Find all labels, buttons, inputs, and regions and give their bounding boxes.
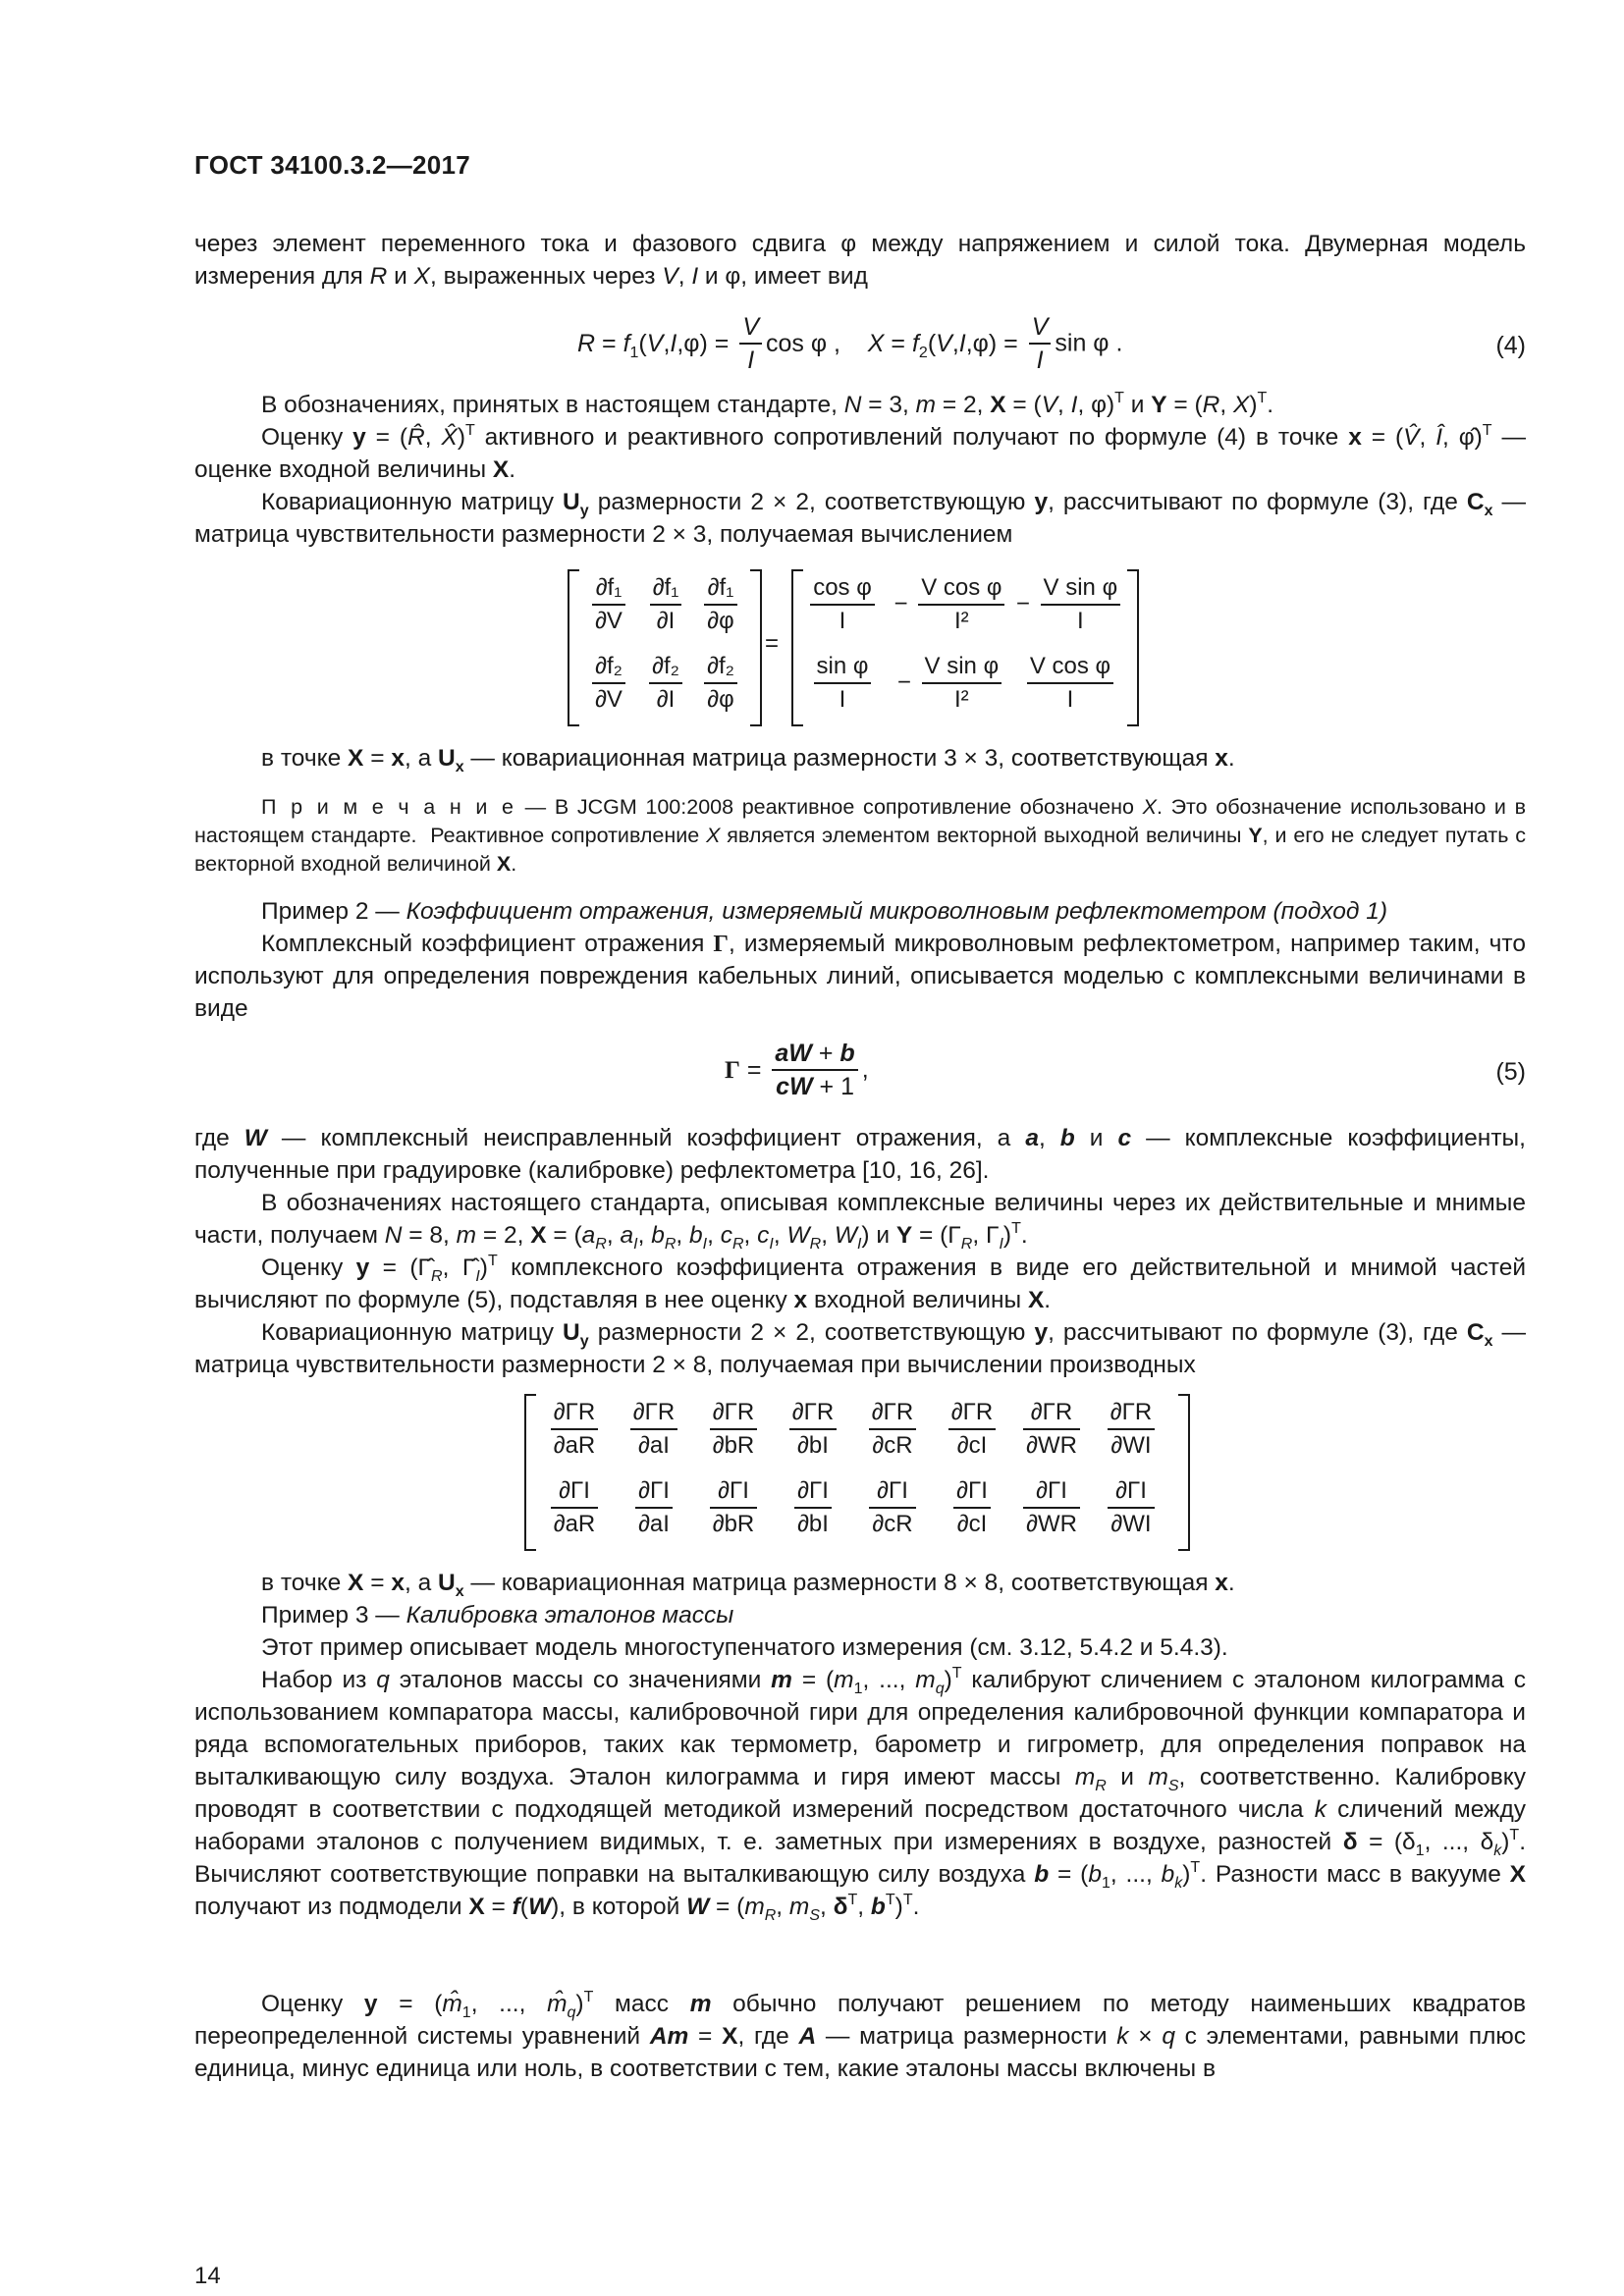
- matrix2-cell: $\frac{\partial\Gamma R}{\partial bR}$: [695, 1398, 772, 1461]
- matrix2-cell: $\frac{\partial\Gamma I}{\partial bI}$: [775, 1476, 851, 1539]
- sensitivity-matrix-1: $\frac{\text{∂f₁}}{\partial V}$ $\frac{\text{∂f₁}}{\partial I}$ $\frac{\text{∂f₁}}{\partial\varphi}$ $\frac{\text{∂f₂}}{\partial V}$ $\frac{\text{∂f₂}}{\partial I}$ $\frac{\text{∂f₂}}{\partial\varphi}$ = $\frac{\text{cos φ}}{I}$ − $\frac{\text{V cos φ}}{\text{I²}}$ − $\frac{\text{V sin φ}}{I}$ $\frac{\text{sin φ}}{I}$ − $\frac{\text{V sin φ}}{\text{I²}}$ $\frac{\text{V cos φ}}{I}$: [568, 569, 1353, 726]
- note-label: П р и м е ч а н и е: [261, 795, 517, 819]
- paragraph-where-w: где W — комплексный неисправленный коэффициент отражения, а a, b и c — комплексные коэффициенты, полученные при градуировке (калибровке) рефлектометра [10, 16, 26].: [194, 1125, 1526, 1184]
- equation-5: Γ = $\frac{aW + b}{cW + 1}$ , (5): [725, 1040, 1526, 1100]
- matrix2-cell: $\frac{\partial\Gamma I}{\partial cI}$: [934, 1476, 1010, 1539]
- paragraph-covariance-2: Ковариационную матрицу $U_y$ размерности 2 × 2, соответствующую y, рассчитывают по формуле (3), где $C_x$ — матрица чувствительности размерности 2 × 8, получаемая при вычислении производных: [194, 1319, 1527, 1378]
- paragraph-notation-2: В обозначениях настоящего стандарта, описывая комплексные величины через их действительные и мнимые части, получаем N = 8, m = 2, $X = (a_R$, $a_I$, $b_R$, $b_I$, $c_R$, $c_I$, $W_R$, $W_I$) и $Y = (\Gamma_R$, $\Gamma_I)^T$.: [194, 1190, 1526, 1253]
- paragraph-estimate-1: Оценку y = (R̂, X̂)$^T$ активного и реактивного сопротивлений получают по формуле (4) в точке x = (V̂, Î, φ̂)$^T$ — оценке входной величины X.: [194, 422, 1526, 483]
- paragraph-point-2: в точке X = x, а $U_x$ — ковариационная матрица размерности 8 × 8, соответствующая x.: [261, 1570, 1235, 1600]
- paragraph-notation-1: В обозначениях, принятых в настоящем стандарте, N = 3, m = 2, X = (V, I, φ)$^T$ и Y = (R, X)$^T$.: [261, 390, 1274, 418]
- matrix2-cell: $\frac{\partial\Gamma R}{\partial cR}$: [854, 1398, 931, 1461]
- matrix2-cell: $\frac{\partial\Gamma I}{\partial bR}$: [695, 1476, 772, 1539]
- equation-number-4: (4): [1495, 332, 1526, 359]
- paragraph-multistage: Этот пример описывает модель многоступенчатого измерения (см. 3.12, 5.4.2 и 5.4.3).: [261, 1634, 1228, 1661]
- matrix2-cell: $\frac{\partial\Gamma R}{\partial cI}$: [934, 1398, 1010, 1461]
- matrix2-cell: $\frac{\partial\Gamma I}{\partial WR}$: [1013, 1476, 1090, 1539]
- example-2-title: Пример 2 — Коэффициент отражения, измеряемый микроволновым рефлектометром (подход 1): [261, 898, 1387, 925]
- paragraph-intro: через элемент переменного тока и фазового сдвига φ между напряжением и силой тока. Двумерная модель измерения для R и X, выраженных через V, I и φ, имеет вид: [194, 231, 1526, 290]
- matrix2-cell: $\frac{\partial\Gamma I}{\partial aI}$: [616, 1476, 692, 1539]
- paragraph-point-1: в точке X = x, а $U_x$ — ковариационная матрица размерности 3 × 3, соответствующая x.: [261, 745, 1235, 775]
- note-block: П р и м е ч а н и е — В JCGM 100:2008 реактивное сопротивление обозначено X. Это обозначение использовано и в настоящем стандарте. Реактивное сопротивление X является элементом векторной выходной величины Y, и его не следует путать с векторной входной величиной X.: [194, 795, 1527, 876]
- example-3-title: Пример 3 — Калибровка эталонов массы: [261, 1602, 734, 1629]
- matrix2-cell: $\frac{\partial\Gamma R}{\partial WR}$: [1013, 1398, 1090, 1461]
- sensitivity-matrix-2: [524, 1394, 1408, 1551]
- matrix2-cell: $\frac{\partial\Gamma R}{\partial aI}$: [616, 1398, 692, 1461]
- paragraph-mass-standards: Набор из q эталонов массы со значениями $m = (m_1$, ..., $m_q)^T$ калибруют сличением с эталоном килограмма с использованием компаратора массы, калибровочной гири для определения калибровочной функции компаратора и ряда вспомогательных приборов, таких как термометр, барометр и гигрометр, для определения поправок на выталкивающую силу воздуха. Эталон килограмма и гиря имеют массы $m_R$ и $m_S$, соответственно. Калибровку проводят в соответствии с подходящей методикой измерений посредством достаточного числа k сличений между наборами эталонов с получением видимых, т. е. заметных при измерениях в воздухе, разностей $\delta = (\delta_1$, ..., $\delta_k)^T$. Вычисляют соответствующие поправки на выталкивающую силу воздуха $b = (b_1$, ..., $b_k)^T$. Разности масс в вакууме X получают из подмодели X = f(W), в которой $W = (m_R$, $m_S$, $\delta^T$, $b^T)^T$.: [194, 1665, 1526, 1924]
- page-header-title: ГОСТ 34100.3.2—2017: [194, 150, 471, 180]
- matrix2-cell: $\frac{\partial\Gamma R}{\partial WI}$: [1093, 1398, 1169, 1461]
- matrix2-cell: $\frac{\partial\Gamma I}{\partial aR}$: [536, 1476, 613, 1539]
- paragraph-reflection: Комплексный коэффициент отражения Γ, измеряемый микроволновым рефлектометром, например таким, что используют для определения повреждения кабельных линий, описывается моделью с комплексными величинами в виде: [194, 931, 1526, 1022]
- paragraph-estimate-2: Оценку $y = (\Gammâ_R$, $\Gammâ_I)^T$ комплексного коэффициента отражения в виде его действительной и мнимой частей вычисляют по формуле (5), подставляя в нее оценку x входной величины X.: [194, 1253, 1527, 1313]
- paragraph-covariance-1: Ковариационную матрицу $U_y$ размерности 2 × 2, соответствующую y, рассчитывают по формуле (3), где $C_x$ — матрица чувствительности размерности 2 × 3, получаемая вычислением: [194, 489, 1527, 548]
- paragraph-least-squares: Оценку $y = (m̂_1$, ..., $m̂_q)^T$ масс m обычно получают решением по методу наименьших квадратов переопределенной системы уравнений Am = X, где A — матрица размерности k × q с элементами, равными плюс единица, минус единица или ноль, в соответствии с тем, какие эталоны массы включены в: [194, 1989, 1527, 2082]
- equation-number-5: (5): [1495, 1058, 1526, 1086]
- document-page: [194, 0, 1526, 2296]
- matrix2-cell: $\frac{\partial\Gamma R}{\partial aR}$: [536, 1398, 613, 1461]
- matrix2-cell: $\frac{\partial\Gamma R}{\partial bI}$: [775, 1398, 851, 1461]
- page-number: 14: [194, 2263, 221, 2289]
- matrix2-cell: $\frac{\partial\Gamma I}{\partial cR}$: [854, 1476, 931, 1539]
- matrix2-cell: $\frac{\partial\Gamma I}{\partial WI}$: [1093, 1476, 1169, 1539]
- equation-4: $R = f_1(V,I,\varphi)$ = $\frac{V}{I}$ cos φ , $X = f_2(V,I,\varphi)$ = $\frac{V}{I}$ sin φ . (4): [577, 313, 1526, 374]
